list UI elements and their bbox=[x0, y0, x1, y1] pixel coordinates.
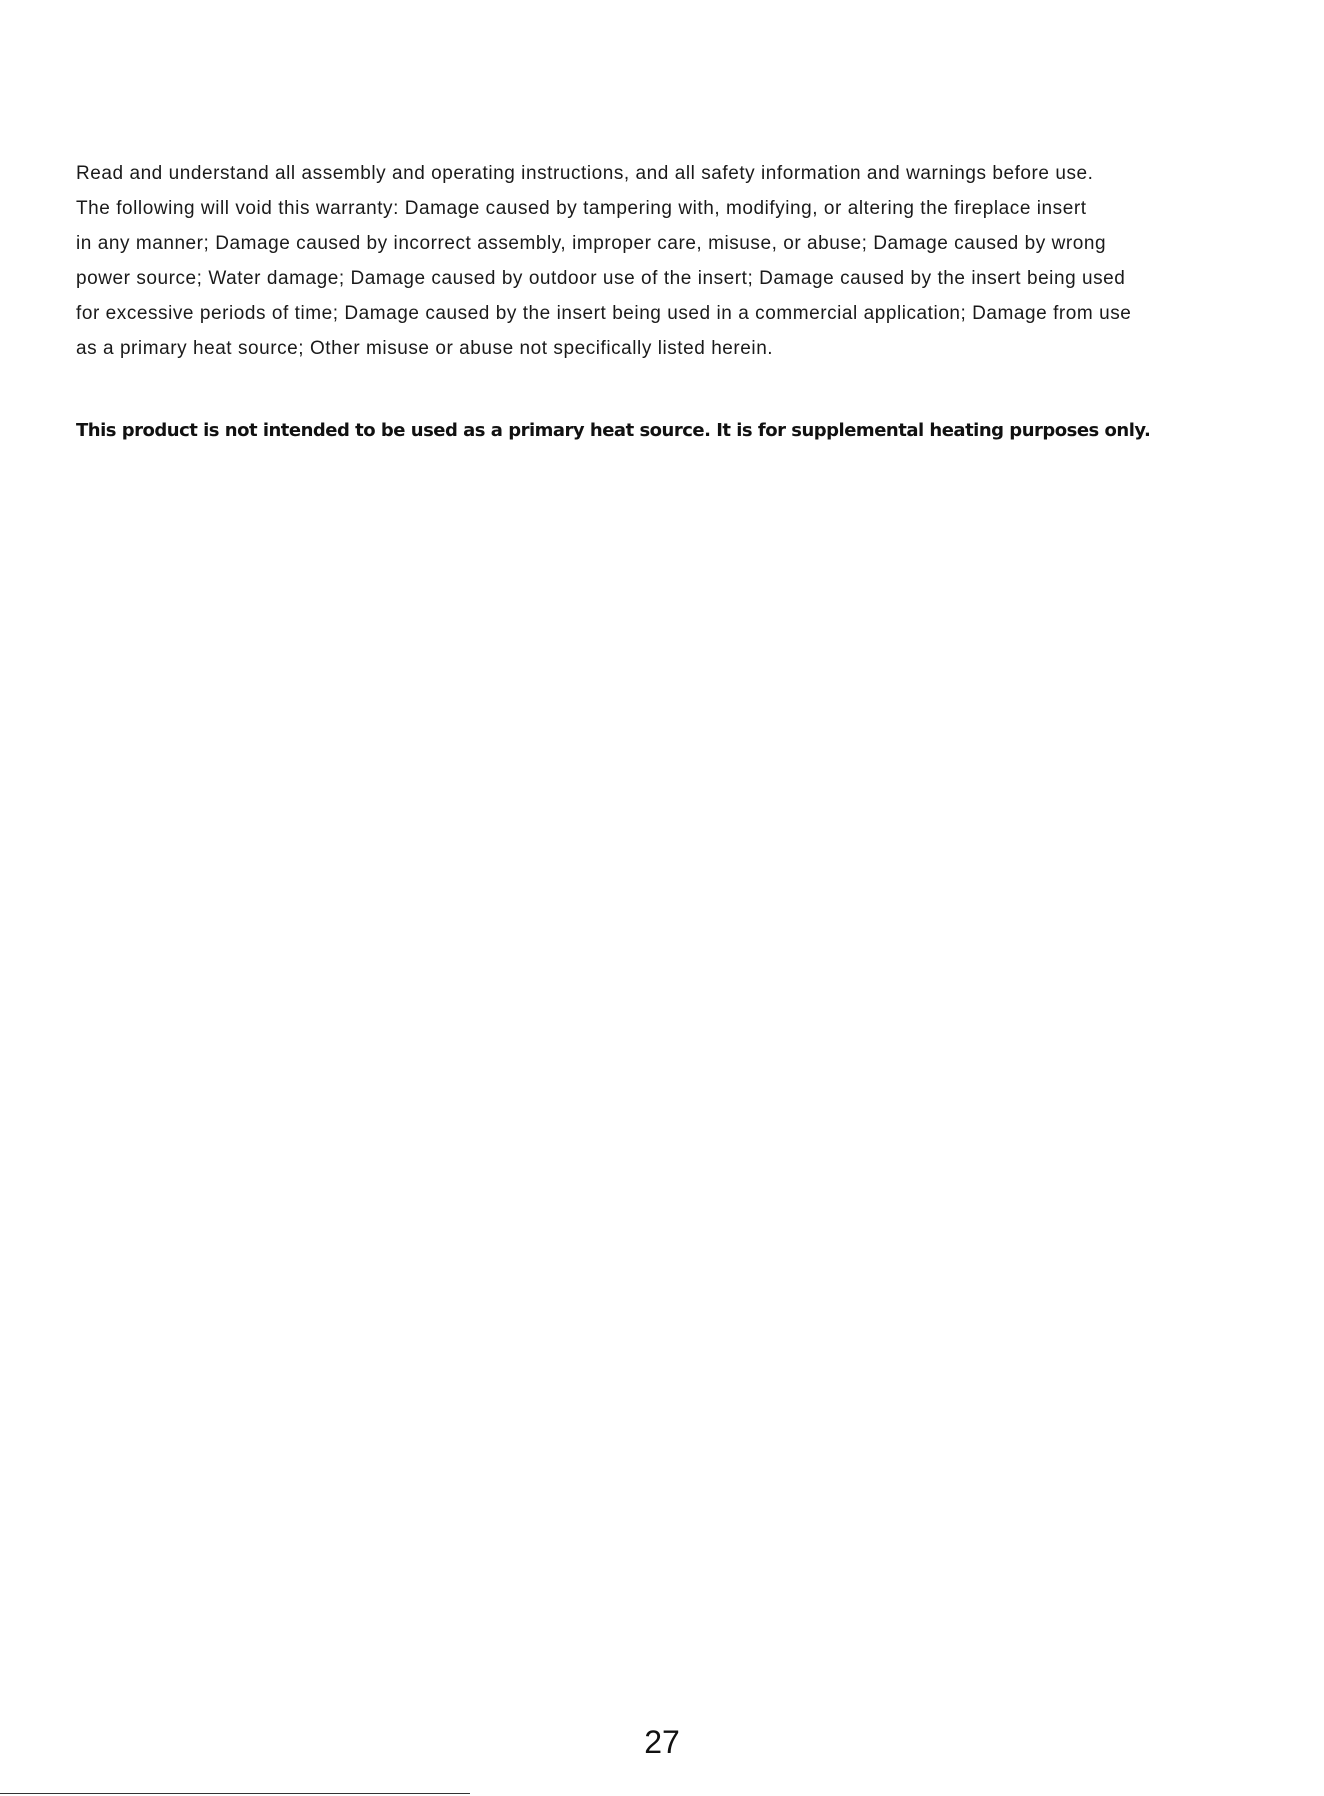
warranty-line: Read and understand all assembly and operating instructions, and all safety information and warnings before use. bbox=[76, 163, 1094, 184]
warranty-paragraph bbox=[76, 156, 1276, 366]
footer-rule bbox=[0, 1793, 470, 1794]
warranty-section bbox=[76, 156, 1276, 366]
warranty-line: for excessive periods of time; Damage caused by the insert being used in a commercial application; Damage from use bbox=[76, 303, 1132, 324]
supplemental-heat-notice: This product is not intended to be used as a primary heat source. It is for supplemental heating purposes only. bbox=[76, 420, 1151, 441]
page-number: 27 bbox=[644, 1724, 680, 1760]
warranty-line: power source; Water damage; Damage caused by outdoor use of the insert; Damage caused by the insert being used bbox=[76, 268, 1126, 289]
warranty-line: in any manner; Damage caused by incorrect assembly, improper care, misuse, or abuse; Damage caused by wrong bbox=[76, 233, 1107, 254]
warranty-line: The following will void this warranty: Damage caused by tampering with, modifying, or altering the fireplace insert bbox=[76, 198, 1087, 219]
warranty-line: as a primary heat source; Other misuse or abuse not specifically listed herein. bbox=[76, 338, 774, 359]
